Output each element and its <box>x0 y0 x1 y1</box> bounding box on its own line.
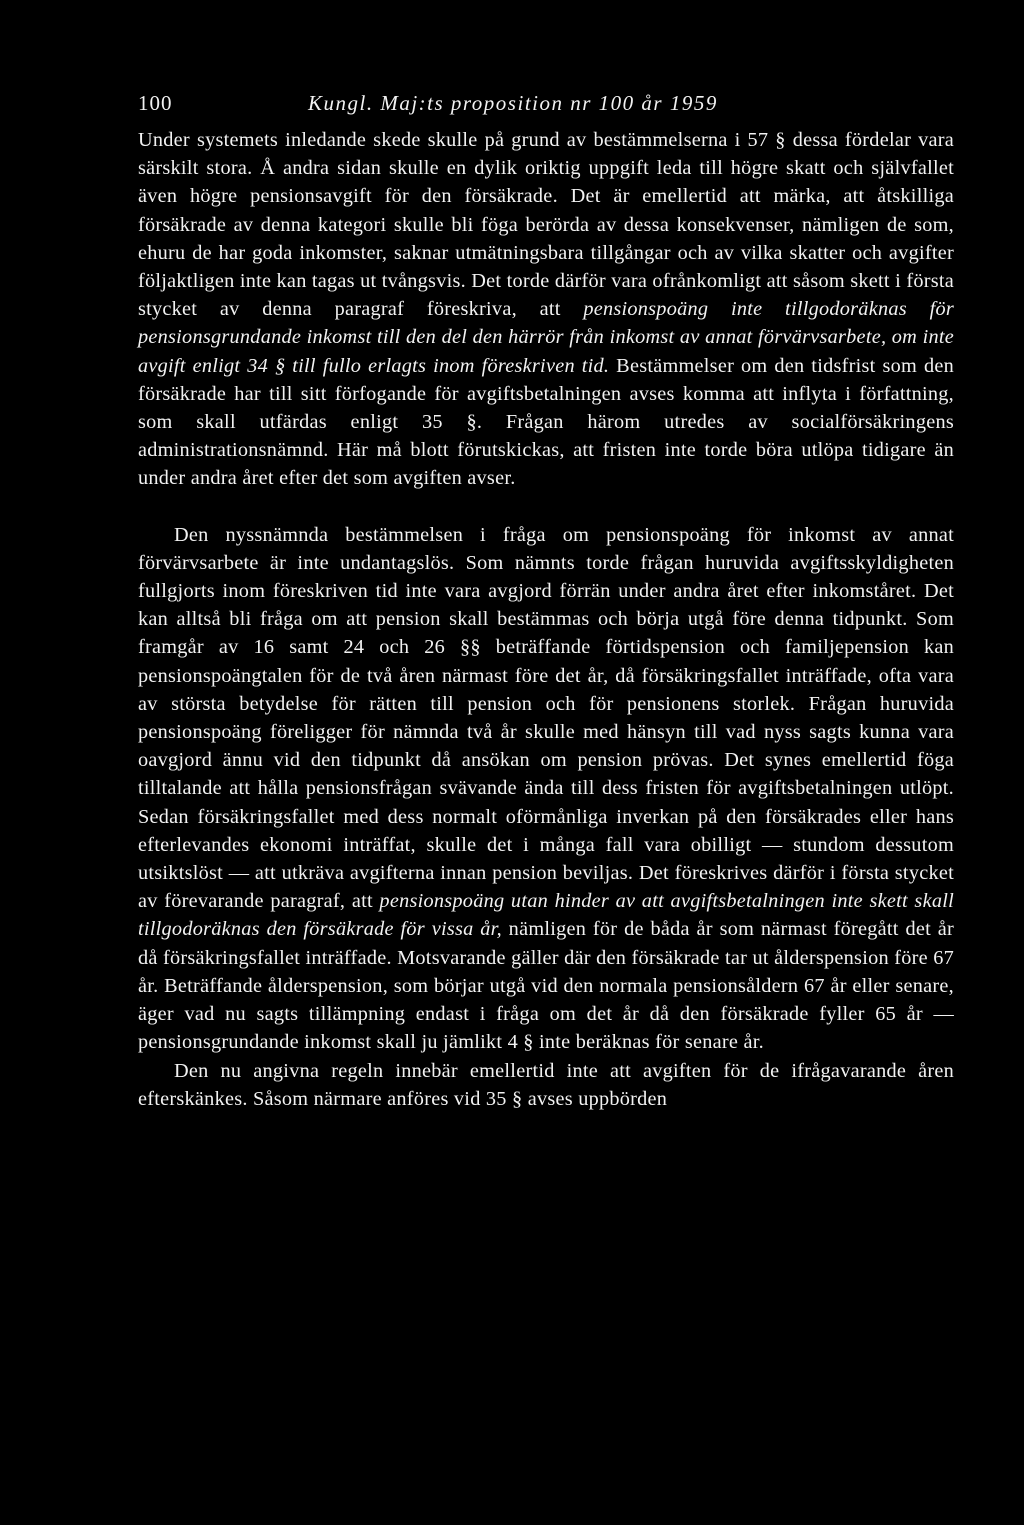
paragraph-3-text: Den nu angivna regeln innebär emellertid inte att avgiften för de ifrågavarande åren efterskänkes. Såsom närmare anföres vid 35 § avses uppbörden <box>138 1059 954 1110</box>
paragraph-1-text-a: Under systemets inledande skede skulle på grund av bestämmelserna i 57 § dessa fördelar vara särskilt stora. Å andra sidan skulle en dylik oriktig uppgift leda till högre skatt och självfallet även högre pensionsavgift för den försäkrade. Det är emellertid att märka, att åtskilliga försäkrade av denna kategori skulle bli föga berörda av dessa konsekvenser, nämligen de som, ehuru de har goda inkomster, saknar utmätningsbara tillgångar och av vilka skatter och avgifter följaktligen inte kan tagas ut tvångsvis. Det torde därför vara ofrånkomligt att såsom skett i första stycket av denna paragraf föreskriva, att <box>138 129 955 321</box>
paragraph-1-italic: pensionspoäng inte tillgodoräknas för pensionsgrundande inkomst till den del den härrör från inkomst av annat förvärvsarbete, om inte avgift enligt 34 § till fullo erlagts inom föreskriven tid. <box>138 298 954 377</box>
paragraph-2 <box>138 521 954 1057</box>
paragraph-2-italic: pensionspoäng utan hinder av att avgiftsbetalningen inte skett skall tillgodoräknas den försäkrade för vissa år, <box>138 890 954 941</box>
page-header <box>138 88 954 118</box>
paragraph-1-text-b: Bestämmelser om den tidsfrist som den försäkrade har till sitt förfogande för avgiftsbetalningen avses komma att inflyta i författning, som skall utfärdas enligt 35 §. Frågan härom utredes av socialförsäkringens administrationsnämnd. Här må blott förutskickas, att fristen inte torde böra utlöpa tidigare än under andra året efter det som avgiften avser. <box>138 354 954 490</box>
paragraph-2-text-b: nämligen för de båda år som närmast föregått det år då försäkringsfallet inträffade. Motsvarande gäller där den försäkrade tar ut ålderspension före 67 år. Beträffande ålderspension, som börjar utgå vid den normala pensionsåldern 67 år eller senare, äger vad nu sagts tillämpning endast i fråga om det år då den försäkrade fyller 65 år — pensionsgrundande inkomst skall ju jämlikt 4 § inte beräknas för senare år. <box>138 918 954 1054</box>
paragraph-3 <box>138 1057 954 1113</box>
paragraph-2-text-a: Den nyssnämnda bestämmelsen i fråga om pensionspoäng för inkomst av annat förvärvsarbete är inte undantagslös. Som nämnts torde frågan huruvida avgiftsskyldigheten fullgjorts inom föreskriven tid inte vara avgjord förrän under andra året efter inkomståret. Det kan alltså bli fråga om att pension skall bestämmas och börja utgå före denna tidpunkt. Som framgår av 16 samt 24 och 26 §§ beträffande förtidspension och familjepension kan pensionspoängtalen för de två åren närmast före det år, då försäkringsfallet inträffade, ofta vara av största betydelse för rätten till pension och för pensionens storlek. Frågan huruvida pensionspoäng föreligger för nämnda två år skulle med hänsyn till vad nyss sagts kunna vara oavgjord ännu vid den tidpunkt då ansökan om pension prövas. Det synes emellertid föga tilltalande att hålla pensionsfrågan svävande ända till dess fristen för avgiftsbetalningen utlöpt. Sedan försäkringsfallet med dess normalt oförmånliga inverkan på den försäkrades eller hans efterlevandes ekonomi inträffat, skulle det i många fall vara obilligt — stundom dessutom utsiktslöst — att utkräva avgifterna innan pension beviljas. Det föreskrives därför i första stycket av förevarande paragraf, att <box>138 523 954 913</box>
paragraph-1 <box>138 126 954 493</box>
document-page <box>138 88 954 1113</box>
page-number: 100 <box>138 91 173 115</box>
paragraph-gap <box>138 493 954 521</box>
running-title: Kungl. Maj:ts proposition nr 100 år 1959 <box>308 91 718 115</box>
